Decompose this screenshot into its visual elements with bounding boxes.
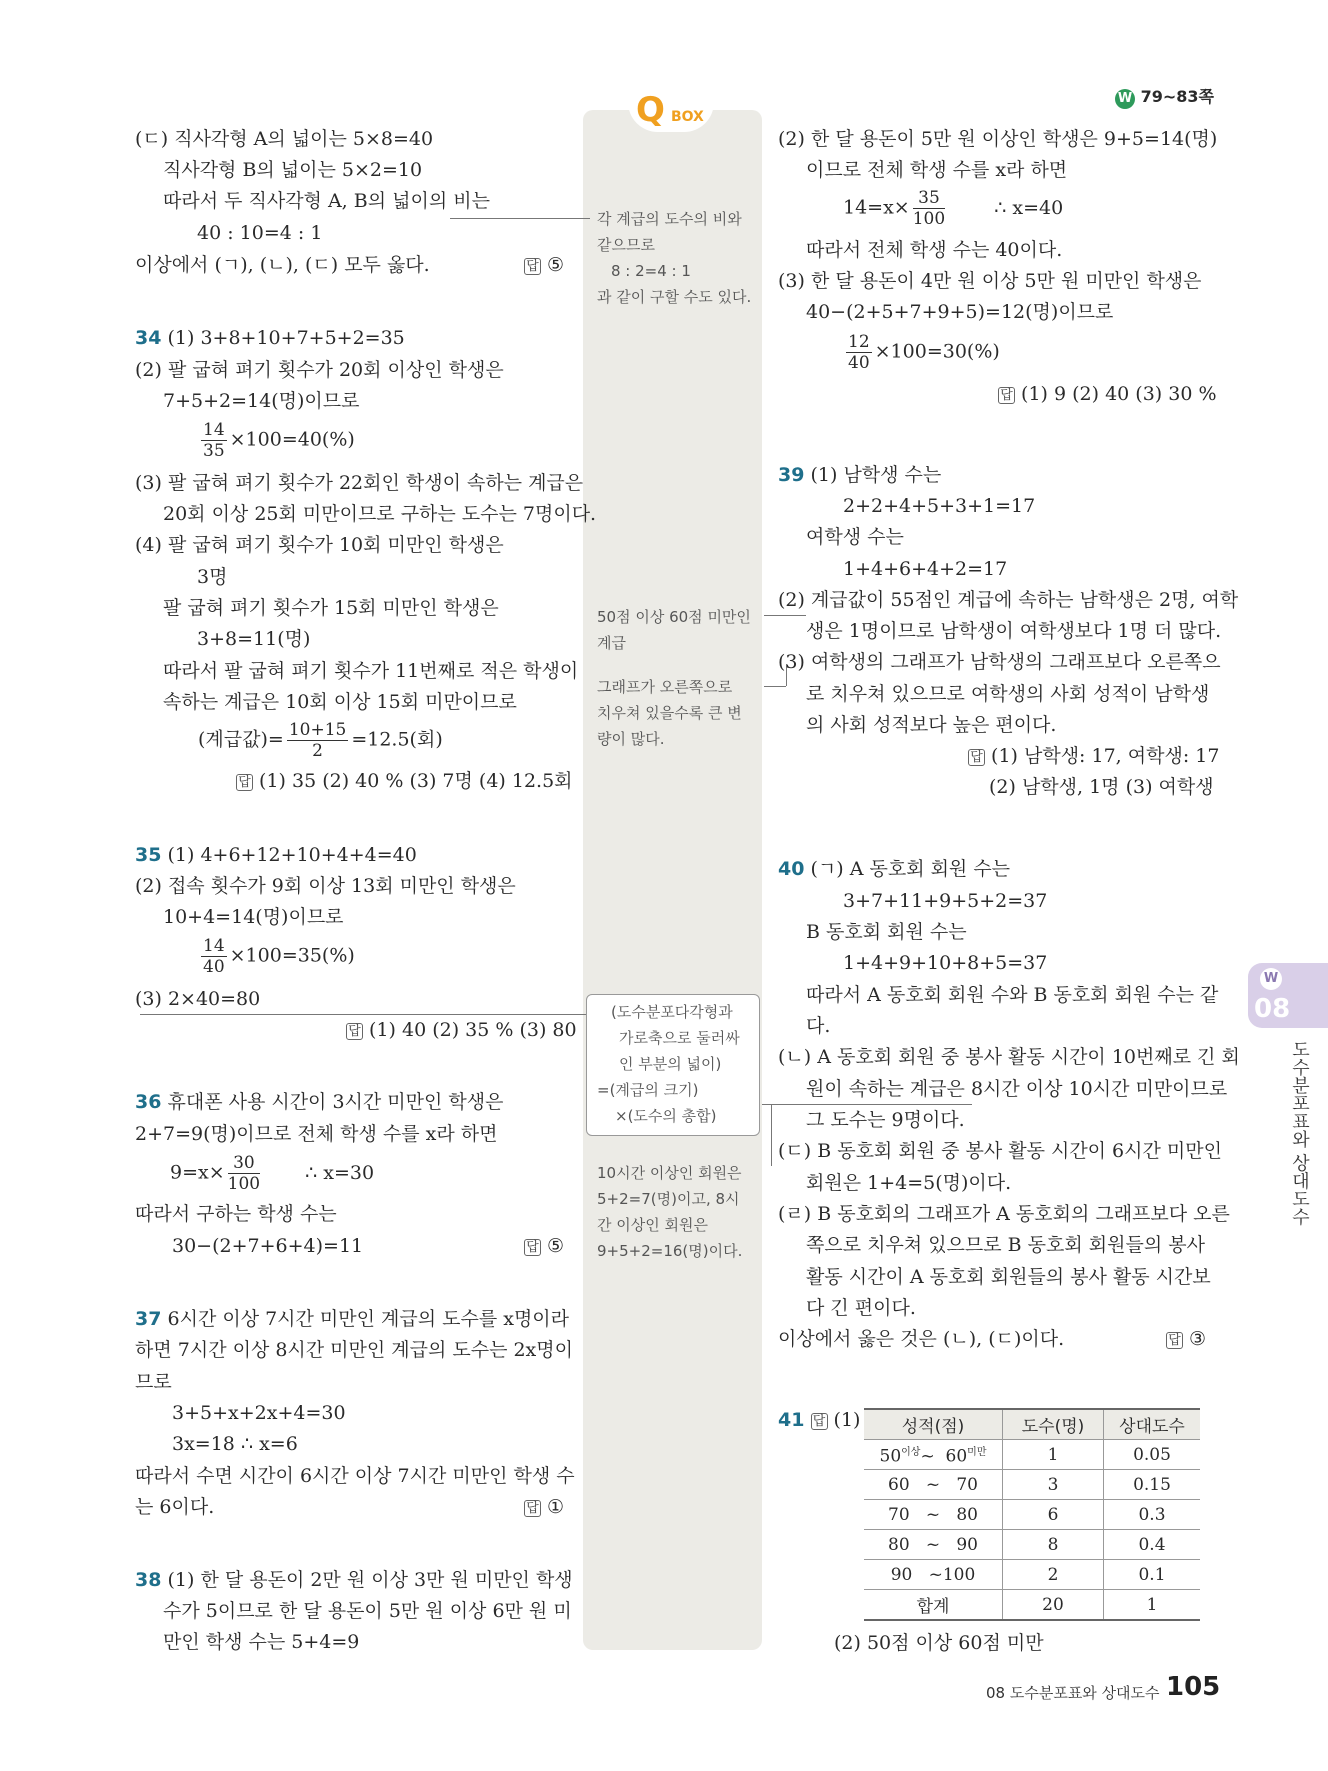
page-range: 79~83쪽	[1140, 87, 1214, 106]
qbox-q-icon: Q	[636, 90, 665, 130]
table-row: 80 ~ 90 8 0.4	[864, 1530, 1200, 1560]
answer-36: 답 ⑤	[524, 1237, 564, 1256]
intro-line: (ㄷ) 직사각형 A의 넓이는 5×8=40	[135, 128, 434, 150]
leader-line	[764, 686, 786, 687]
answer-38: 답 (1) 9 (2) 40 (3) 30 %	[998, 385, 1217, 404]
table-total-row: 합계 20 1	[864, 1590, 1200, 1621]
table-header: 상대도수	[1104, 1409, 1201, 1440]
page-number: 105	[1166, 1672, 1221, 1702]
fraction: $\frac{12}{40}$	[848, 332, 870, 373]
answer-icon: 답	[1166, 1332, 1183, 1349]
answer-icon: 답	[524, 258, 541, 275]
frequency-table	[864, 1408, 1200, 1621]
intro-line: 직사각형 B의 넓이는 5×2=10	[163, 159, 423, 181]
fraction: $\frac{10+15}{2}$	[288, 720, 347, 761]
intro-line: 이상에서 (ㄱ), (ㄴ), (ㄷ) 모두 옳다.	[135, 254, 430, 276]
answer-icon: 답	[524, 1239, 541, 1256]
leader-line	[450, 218, 590, 219]
fraction: $\frac{30}{100}$	[227, 1153, 261, 1194]
problem-40: 40 (ㄱ) A 동호회 회원 수는	[778, 858, 1011, 880]
fraction: $\frac{35}{100}$	[912, 188, 946, 229]
qbox-logo	[636, 90, 704, 130]
problem-36: 36 휴대폰 사용 시간이 3시간 미만인 학생은	[135, 1091, 504, 1113]
table-row: 90 ~100 2 0.1	[864, 1560, 1200, 1590]
chapter-tab-title: 도수분포표와 상대도수	[1289, 1040, 1310, 1226]
problem-37: 37 6시간 이상 7시간 미만인 계급의 도수를 x명이라	[135, 1308, 570, 1330]
page-range-badge	[1115, 84, 1214, 109]
qbox-label: BOX	[670, 109, 704, 125]
intro-answer: 답 ⑤	[524, 256, 564, 275]
chapter-tab-number: 08	[1254, 994, 1291, 1024]
qbox-column	[583, 110, 762, 1650]
problem-38: 38 (1) 한 달 용돈이 2만 원 이상 3만 원 미만인 학생	[135, 1569, 573, 1591]
fraction: $\frac{14}{40}$	[203, 936, 225, 977]
answer-35: 답 (1) 40 (2) 35 % (3) 80	[346, 1021, 577, 1040]
answer-39: 답 (1) 남학생: 17, 여학생: 17	[968, 747, 1219, 766]
answer-37: 답 ①	[524, 1498, 564, 1517]
table-header: 도수(명)	[1003, 1409, 1104, 1440]
problem-35: 35 (1) 4+6+12+10+4+4=40	[135, 844, 417, 866]
answer-icon: 답	[998, 387, 1015, 404]
answer-icon: 답	[346, 1023, 363, 1040]
problem-39: 39 (1) 남학생 수는	[778, 464, 942, 486]
table-header: 성적(점)	[864, 1409, 1003, 1440]
table-row: 70 ~ 80 6 0.3	[864, 1500, 1200, 1530]
problem-34: 34 (1) 3+8+10+7+5+2=35	[135, 327, 405, 349]
leader-line	[764, 615, 806, 616]
leader-line	[140, 1014, 586, 1015]
footer-chapter-title: 08 도수분포표와 상대도수	[986, 1684, 1160, 1702]
w-badge-icon: W	[1115, 89, 1135, 109]
intro-line: 40 : 10=4 : 1	[197, 222, 323, 244]
qbox-note-3: 그래프가 오른쪽으로 치우쳐 있을수록 큰 변 량이 많다.	[597, 678, 742, 748]
fraction: $\frac{14}{35}$	[203, 420, 225, 461]
qbox-note-2: 50점 이상 60점 미만인 계급	[597, 608, 751, 652]
qbox-note-5: 10시간 이상인 회원은 5+2=7(명)이고, 8시 간 이상인 회원은 9+5+2=16(명)이다.	[597, 1164, 743, 1260]
problem-41: 41 답 (1)	[778, 1409, 861, 1431]
table-row: 60 ~ 70 3 0.15	[864, 1470, 1200, 1500]
answer-40: 답 ③	[1166, 1330, 1206, 1349]
qbox-note-4: (도수분포다각형과 가로축으로 둘러싸 인 부분의 넓이) =(계급의 크기) ×(도수의 총합)	[586, 994, 760, 1136]
answer-icon: 답	[236, 774, 253, 791]
answer-icon: 답	[811, 1413, 828, 1430]
leader-line	[762, 1104, 972, 1105]
chapter-tab-w-icon: W	[1260, 968, 1282, 990]
qbox-note-1: 각 계급의 도수의 비와 같으므로 8 : 2=4 : 1 과 같이 구할 수도 있다.	[597, 210, 752, 306]
answer-icon: 답	[968, 749, 985, 766]
answer-icon: 답	[524, 1500, 541, 1517]
answer-34: 답 (1) 35 (2) 40 % (3) 7명 (4) 12.5회	[236, 772, 573, 791]
table-row: $50^{이상}\sim$ $60^{미만}$ 1 0.05	[864, 1440, 1200, 1470]
intro-line: 따라서 두 직사각형 A, B의 넓이의 비는	[163, 190, 490, 212]
